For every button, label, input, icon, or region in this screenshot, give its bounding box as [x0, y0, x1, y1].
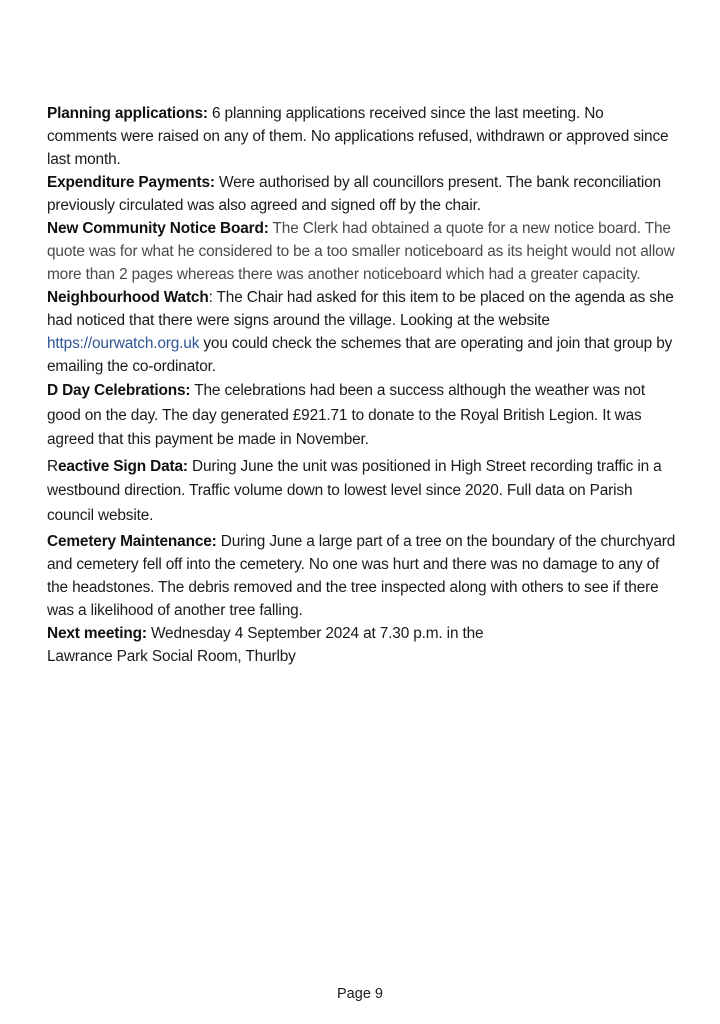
minutes-content	[47, 102, 677, 668]
page-number: Page 9	[337, 986, 383, 1002]
section-label: Next meeting:	[47, 625, 147, 642]
section-reactive-sign-data	[47, 455, 677, 529]
label-first-letter: R	[47, 457, 58, 475]
next-meeting-venue: Lawrance Park Social Room, Thurlby	[47, 648, 296, 665]
section-text: : The Chair had asked for this item to be placed on the agenda as she had noticed that there were signs around the village. Looking at the website	[47, 289, 674, 329]
next-meeting-date: Wednesday 4 September 2024 at 7.30 p.m. in the	[146, 625, 484, 642]
ourwatch-link[interactable]: https://ourwatch.org.uk	[47, 335, 200, 352]
section-expenditure-payments	[47, 171, 677, 217]
section-text: During June the unit was positioned in High Street recording traffic in a westbound direction. Traffic volume down to lowest level since 2020. Full data on Parish council website.	[47, 457, 662, 524]
section-d-day-celebrations	[47, 379, 677, 453]
label-rest: eactive Sign Data:	[57, 457, 188, 475]
section-label: Planning applications:	[47, 105, 208, 122]
section-label	[47, 458, 188, 475]
section-label: D Day Celebrations:	[47, 382, 191, 399]
section-text: 6 planning applications received since the last meeting. No comments were raised on any of them. No applications refused, withdrawn or approved since last month.	[47, 105, 669, 168]
section-label: Expenditure Payments:	[47, 174, 215, 191]
section-cemetery-maintenance	[47, 530, 677, 622]
section-label: Cemetery Maintenance:	[47, 533, 217, 550]
section-neighbourhood-watch	[47, 286, 677, 378]
section-notice-board	[47, 217, 677, 286]
section-text: The Clerk had obtained a quote for a new notice board. The quote was for what he considered to be a too smaller noticeboard as its height would not allow more than 2 pages whereas there was another noticeboard which had a greater capacity.	[47, 220, 675, 283]
section-text: During June a large part of a tree on the boundary of the churchyard and cemetery fell off into the cemetery. No one was hurt and there was no damage to any of the headstones. The debris removed and the tree inspected along with others to see if there was a likelihood of another tree falling.	[47, 533, 676, 619]
section-label: New Community Notice Board:	[47, 220, 269, 237]
section-text: The celebrations had been a success although the weather was not good on the day. The day generated £921.71 to donate to the Royal British Legion. It was agreed that this payment be made in November.	[47, 382, 645, 448]
section-text-continued: you could check the schemes that are operating and join that group by emailing the co-ordinator.	[47, 335, 673, 375]
section-text: Were authorised by all councillors present. The bank reconciliation previously circulated was also agreed and signed off by the chair.	[47, 174, 661, 214]
section-label: Neighbourhood Watch	[47, 289, 209, 306]
section-planning-applications	[47, 102, 677, 171]
section-next-meeting	[47, 622, 677, 668]
